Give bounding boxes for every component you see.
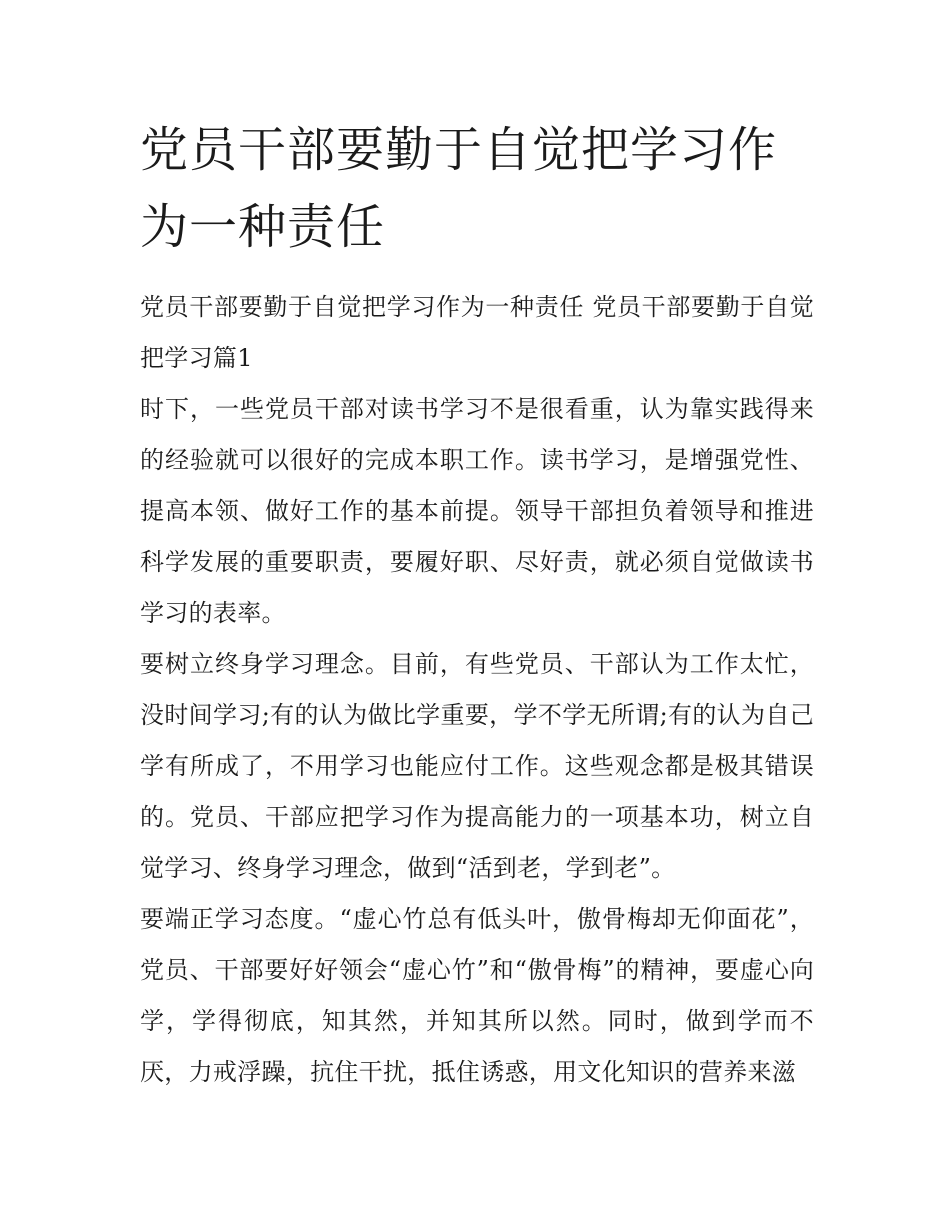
paragraph-lifelong-learning: 要树立终身学习理念。目前，有些党员、干部认为工作太忙，没时间学习;有的认为做比学重要，学不学无所谓;有的认为自己学有所成了，不用学习也能应付工作。这些观念都是极其错误的。党员、干部应把学习作为提高能力的一项基本功，树立自觉学习、终身学习理念，做到“活到老，学到老”。 (140, 650, 814, 882)
paragraph-reading-study: 时下，一些党员干部对读书学习不是很看重，认为靠实践得来的经验就可以很好的完成本职工作。读书学习，是增强党性、提高本领、做好工作的基本前提。领导干部担负着领导和推进科学发展的重要职责，要履好职、尽好责，就必须自觉做读书学习的表率。 (140, 395, 814, 627)
document-title: 党员干部要勤于自觉把学习作为一种责任 (140, 122, 778, 255)
paragraph-intro: 党员干部要勤于自觉把学习作为一种责任 党员干部要勤于自觉把学习篇1 (140, 293, 814, 372)
paragraph-learning-attitude: 要端正学习态度。“虚心竹总有低头叶，傲骨梅却无仰面花”，党员、干部要好好领会“虚心竹”和“傲骨梅”的精神，要虚心向学，学得彻底，知其然，并知其所以然。同时，做到学而不厌，力戒浮躁，抗住干扰，抵住诱惑，用文化知识的营养来滋 (140, 905, 814, 1086)
